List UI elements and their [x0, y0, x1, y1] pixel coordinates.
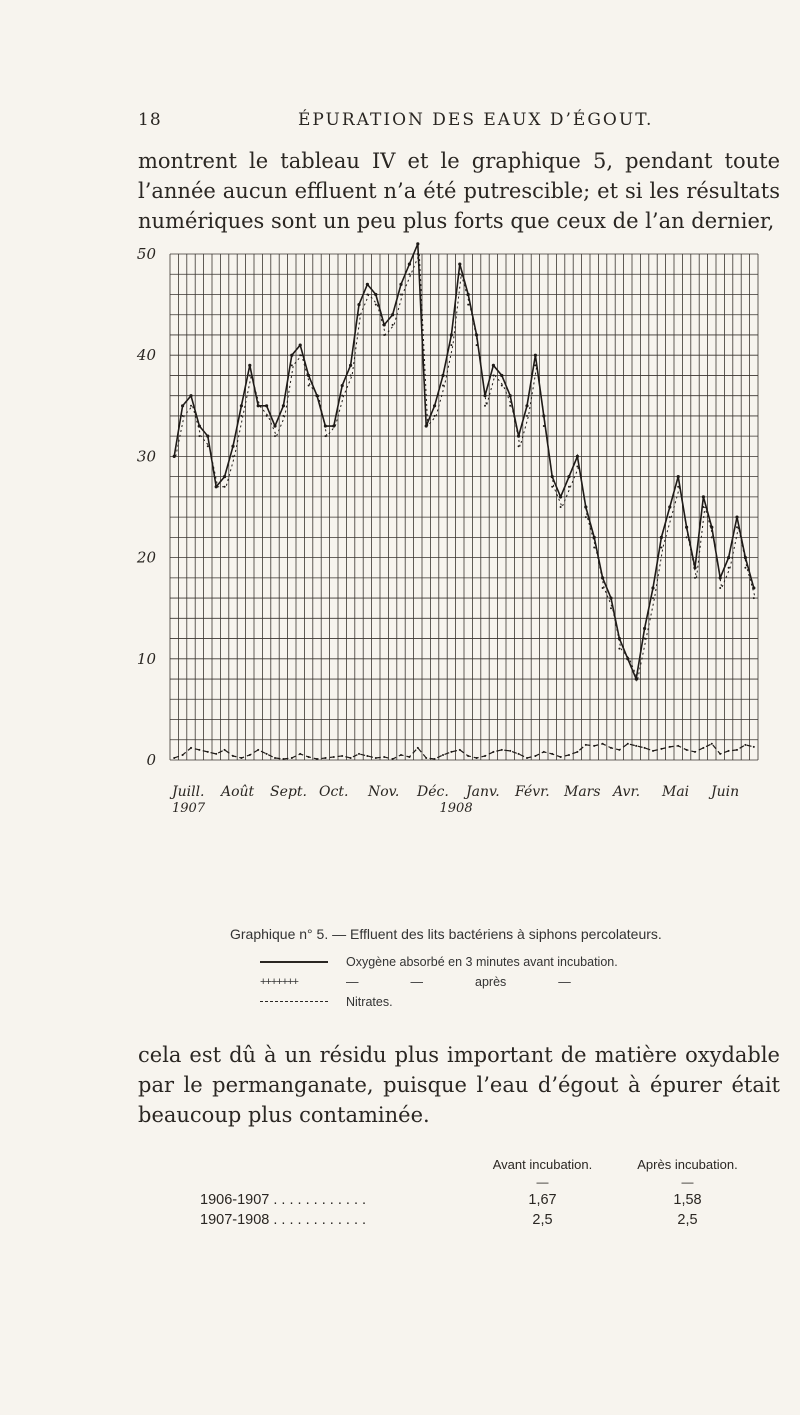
data-point — [652, 750, 654, 752]
data-point — [400, 754, 402, 756]
text-line: cela est dû à un résidu plus important de matière oxydable — [138, 1043, 780, 1067]
data-point — [576, 455, 579, 458]
y-tick-label: 20 — [136, 548, 156, 567]
data-point — [182, 415, 184, 417]
row-label: 1906-1907 . . . . . . . . . . . . — [200, 1192, 367, 1208]
x-month-label: Juill. — [172, 784, 205, 800]
chart-legend — [260, 952, 780, 1012]
data-point — [694, 577, 696, 579]
data-point — [576, 751, 578, 753]
data-point — [467, 304, 469, 306]
data-point — [610, 607, 612, 609]
data-point — [189, 394, 192, 397]
column-dash: — — [536, 1175, 549, 1189]
data-point — [560, 506, 562, 508]
data-point — [602, 587, 604, 589]
x-month-label: Févr. — [515, 784, 550, 800]
legend-solid-line-swatch — [260, 961, 328, 964]
data-point — [450, 344, 452, 346]
legend-dash: — — [558, 975, 571, 989]
data-point — [459, 749, 461, 751]
data-point — [358, 314, 360, 316]
data-point — [560, 756, 562, 758]
data-point — [417, 253, 419, 255]
data-point — [669, 516, 671, 518]
data-point — [215, 753, 217, 755]
data-point — [501, 385, 503, 387]
data-point — [232, 455, 234, 457]
data-point — [584, 505, 587, 508]
text-line: par le permanganate, puisque l’eau d’égout à épurer était — [138, 1073, 780, 1097]
data-point — [618, 648, 620, 650]
data-point — [702, 747, 704, 749]
data-point — [182, 754, 184, 756]
page-header — [138, 110, 778, 140]
comparison-table — [200, 1155, 760, 1230]
data-point — [190, 405, 192, 407]
data-point — [392, 324, 394, 326]
data-point — [509, 405, 511, 407]
data-point — [324, 757, 326, 759]
data-point — [383, 334, 385, 336]
table-row — [200, 1210, 760, 1230]
data-point — [728, 750, 730, 752]
data-point — [198, 749, 200, 751]
text-line: numériques sont un peu plus forts que ceux de l’an dernier, — [138, 209, 775, 233]
x-month-label: Nov. — [368, 784, 400, 800]
y-tick-label: 0 — [146, 751, 156, 769]
data-point — [232, 755, 234, 757]
data-point — [240, 404, 243, 407]
data-point — [534, 354, 537, 357]
data-point — [518, 753, 520, 755]
data-point — [433, 404, 436, 407]
data-point — [476, 757, 478, 759]
data-point — [282, 758, 284, 760]
chart-caption: Graphique n° 5. — Effluent des lits bactériens à siphons percolateurs. — [230, 926, 662, 942]
data-point — [299, 354, 301, 356]
data-point — [316, 758, 318, 760]
data-point — [417, 747, 419, 749]
data-point — [668, 505, 671, 508]
data-point — [643, 627, 646, 630]
x-month-label: Janv. — [466, 784, 500, 800]
data-point — [660, 748, 662, 750]
data-point — [375, 757, 377, 759]
cell-before: 2,5 — [532, 1212, 553, 1228]
x-month-label: Mars — [564, 784, 601, 800]
data-point — [686, 536, 688, 538]
legend-row-after — [260, 972, 780, 992]
data-point — [711, 536, 713, 538]
data-point — [669, 746, 671, 748]
data-point — [391, 313, 394, 316]
data-point — [299, 343, 302, 346]
legend-row-nitrates — [260, 992, 780, 1012]
data-point — [609, 596, 612, 599]
data-point — [357, 303, 360, 306]
data-point — [476, 344, 478, 346]
data-point — [358, 753, 360, 755]
data-point — [585, 516, 587, 518]
data-point — [324, 435, 326, 437]
data-point — [207, 751, 209, 753]
x-month-label: Août — [221, 784, 255, 800]
table-row — [200, 1190, 760, 1210]
data-point — [434, 758, 436, 760]
data-point — [240, 757, 242, 759]
data-point — [290, 354, 293, 357]
data-point — [702, 506, 704, 508]
data-point — [500, 374, 503, 377]
data-point — [728, 567, 730, 569]
data-point — [173, 757, 175, 759]
data-point — [635, 745, 637, 747]
data-point — [543, 751, 545, 753]
data-point — [694, 751, 696, 753]
data-point — [408, 273, 410, 275]
data-point — [366, 283, 369, 286]
data-point — [399, 283, 402, 286]
data-point — [644, 747, 646, 749]
data-point — [567, 475, 570, 478]
data-point — [408, 756, 410, 758]
data-point — [274, 757, 276, 759]
data-point — [576, 466, 578, 468]
column-dash: — — [681, 1175, 694, 1189]
data-point — [316, 395, 318, 397]
data-point — [719, 753, 721, 755]
data-point — [425, 757, 427, 759]
data-point — [341, 395, 343, 397]
data-point — [753, 746, 755, 748]
data-point — [518, 445, 520, 447]
data-point — [224, 486, 226, 488]
data-point — [627, 743, 629, 745]
data-point — [467, 755, 469, 757]
data-point — [206, 435, 209, 438]
data-point — [744, 567, 746, 569]
data-point — [652, 597, 654, 599]
y-tick-label: 30 — [136, 447, 156, 466]
data-point — [551, 753, 553, 755]
data-point — [517, 435, 520, 438]
data-point — [240, 415, 242, 417]
column-header-before: Avant incubation. — [492, 1157, 593, 1172]
data-point — [333, 425, 335, 427]
year-label: 1908 — [439, 801, 473, 816]
data-point — [736, 526, 738, 528]
data-point — [282, 415, 284, 417]
text-line: montrent le tableau IV et le graphique 5, pendant toute — [138, 149, 780, 173]
paragraph-before-chart — [138, 146, 780, 236]
data-point — [525, 404, 528, 407]
x-month-label: Sept. — [270, 784, 307, 800]
data-point — [375, 304, 377, 306]
data-point — [425, 425, 427, 427]
data-point — [374, 293, 377, 296]
data-point — [711, 743, 713, 745]
data-point — [442, 754, 444, 756]
data-point — [341, 384, 344, 387]
text-line: beaucoup plus contaminée. — [138, 1103, 430, 1127]
data-point — [627, 658, 629, 660]
data-point — [333, 756, 335, 758]
data-point — [190, 747, 192, 749]
paragraph-after-chart — [138, 1040, 780, 1130]
data-point — [408, 263, 411, 266]
data-point — [341, 755, 343, 757]
legend-dash: — — [410, 975, 423, 989]
data-point — [450, 333, 453, 336]
data-point — [349, 364, 352, 367]
bacterial-beds-chart — [120, 240, 770, 816]
data-point — [231, 445, 234, 448]
data-point — [727, 556, 730, 559]
data-point — [509, 394, 512, 397]
data-point — [248, 364, 251, 367]
y-tick-label: 10 — [136, 649, 156, 668]
data-point — [660, 546, 662, 548]
data-point — [484, 755, 486, 757]
data-point — [501, 749, 503, 751]
legend-plus-line-swatch: +++++++ — [260, 976, 298, 988]
data-point — [308, 385, 310, 387]
data-point — [291, 364, 293, 366]
x-month-label: Avr. — [613, 784, 641, 800]
data-point — [635, 678, 637, 680]
data-point — [610, 747, 612, 749]
data-point — [181, 404, 184, 407]
data-point — [719, 587, 721, 589]
x-month-label: Juin — [711, 784, 740, 800]
data-point — [744, 744, 746, 746]
data-point — [308, 756, 310, 758]
data-point — [434, 415, 436, 417]
cell-before: 1,67 — [528, 1192, 557, 1208]
data-point — [602, 743, 604, 745]
data-point — [459, 273, 461, 275]
data-point — [492, 364, 495, 367]
data-point — [173, 455, 175, 457]
data-point — [223, 475, 226, 478]
data-point — [651, 586, 654, 589]
data-point — [215, 486, 217, 488]
row-label: 1907-1908 . . . . . . . . . . . . — [200, 1212, 367, 1228]
data-point — [593, 546, 595, 548]
data-point — [224, 749, 226, 751]
data-point — [677, 475, 680, 478]
cell-after: 2,5 — [677, 1212, 698, 1228]
table-dash-row — [200, 1174, 760, 1190]
data-point — [366, 293, 368, 295]
legend-label-after: après — [475, 975, 507, 989]
data-point — [526, 415, 528, 417]
data-point — [274, 435, 276, 437]
data-point — [618, 749, 620, 751]
data-point — [543, 425, 545, 427]
data-point — [442, 385, 444, 387]
data-point — [702, 495, 705, 498]
data-point — [559, 495, 562, 498]
data-point — [534, 755, 536, 757]
data-point — [350, 374, 352, 376]
data-point — [257, 749, 259, 751]
data-point — [686, 749, 688, 751]
data-point — [585, 744, 587, 746]
year-label: 1907 — [172, 801, 206, 816]
x-month-label: Déc. — [417, 784, 449, 800]
data-point — [484, 405, 486, 407]
table-header-row — [200, 1155, 760, 1174]
page-number: 18 — [138, 110, 162, 130]
data-point — [593, 745, 595, 747]
data-point — [383, 756, 385, 758]
running-head: ÉPURATION DES EAUX D’ÉGOUT. — [298, 110, 654, 130]
data-point — [753, 597, 755, 599]
data-point — [249, 374, 251, 376]
data-point — [534, 364, 536, 366]
legend-dash: — — [346, 975, 359, 989]
data-point — [736, 749, 738, 751]
data-point — [198, 435, 200, 437]
data-point — [458, 263, 461, 266]
legend-row-before — [260, 952, 780, 972]
data-point — [249, 754, 251, 756]
data-point — [509, 750, 511, 752]
legend-dashed-line-swatch — [260, 1001, 328, 1003]
text-line: l’année aucun effluent n’a été putrescible; et si les résultats — [138, 179, 780, 203]
y-tick-label: 50 — [136, 245, 156, 263]
data-point — [291, 757, 293, 759]
y-tick-label: 40 — [136, 346, 156, 365]
data-point — [685, 526, 688, 529]
column-header-after: Après incubation. — [637, 1157, 738, 1172]
legend-label-nitrates: Nitrates. — [346, 995, 393, 1009]
data-point — [400, 293, 402, 295]
data-point — [568, 754, 570, 756]
data-point — [735, 516, 738, 519]
data-point — [299, 753, 301, 755]
data-point — [273, 424, 276, 427]
data-point — [441, 374, 444, 377]
data-point — [568, 486, 570, 488]
data-point — [265, 404, 268, 407]
data-point — [719, 576, 722, 579]
x-month-label: Oct. — [319, 784, 349, 800]
data-point — [450, 751, 452, 753]
data-point — [266, 753, 268, 755]
data-point — [526, 757, 528, 759]
data-point — [282, 404, 285, 407]
data-point — [644, 638, 646, 640]
data-point — [366, 755, 368, 757]
data-point — [350, 757, 352, 759]
data-point — [677, 745, 679, 747]
data-point — [416, 242, 419, 245]
data-point — [660, 536, 663, 539]
data-point — [483, 394, 486, 397]
legend-label-before: Oxygène absorbé en 3 minutes avant incubation. — [346, 955, 618, 969]
cell-after: 1,58 — [673, 1192, 702, 1208]
data-point — [492, 374, 494, 376]
data-point — [392, 758, 394, 760]
data-point — [257, 405, 259, 407]
data-point — [551, 486, 553, 488]
data-point — [677, 486, 679, 488]
data-point — [492, 751, 494, 753]
data-point — [266, 415, 268, 417]
data-point — [207, 445, 209, 447]
x-month-label: Mai — [662, 784, 690, 800]
